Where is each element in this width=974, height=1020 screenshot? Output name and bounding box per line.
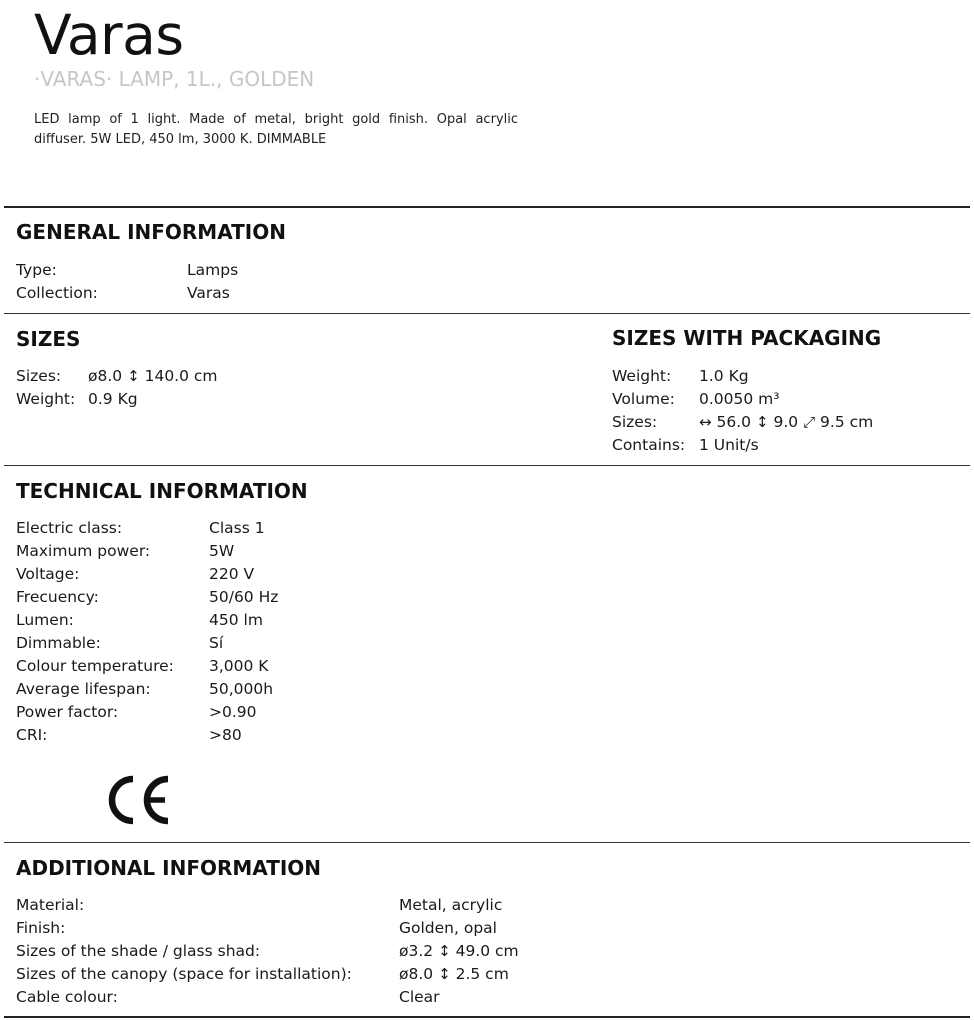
power-factor-value: >0.90 [209,703,257,721]
type-label: Type: [16,261,57,279]
info-row [0,655,974,678]
section-divider [4,1016,970,1018]
collection-label: Collection: [16,284,98,302]
canopy-diameter-value: ø8.0 [399,965,434,983]
info-row [0,434,974,457]
type-value: Lamps [187,261,239,279]
info-row [0,586,974,609]
canopy-height-value: 2.5 cm [455,965,509,983]
voltage-label: Voltage: [16,565,80,583]
info-row [0,632,974,655]
height-arrow-icon: ↕ [438,965,451,983]
info-row [0,259,974,282]
voltage-value: 220 V [209,565,255,583]
info-row [0,986,974,1009]
lumen-value: 450 lm [209,611,263,629]
sizes-heading: SIZES [16,327,81,351]
sizes-label: Sizes: [16,367,62,385]
maximum-power-value: 5W [209,542,235,560]
depth-arrow-icon: ⤢ [803,413,816,431]
section-divider [4,842,970,843]
package-sizes-label: Sizes: [612,413,658,431]
material-label: Material: [16,896,85,914]
diameter-value: ø8.0 [88,367,123,385]
package-contains-value: 1 Unit/s [699,436,759,454]
collection-value: Varas [187,284,230,302]
package-contains-label: Contains: [612,436,686,454]
material-value: Metal, acrylic [399,896,503,914]
section-divider [4,313,970,314]
product-description: LED lamp of 1 light. Made of metal, bright gold finish. Opal acrylic diffuser. 5W LED, 450 lm, 3000 K. DIMMABLE [34,112,518,147]
cable-colour-value: Clear [399,988,440,1006]
info-row [0,282,974,305]
shade-height-value: 49.0 cm [455,942,519,960]
info-row [0,963,974,986]
maximum-power-label: Maximum power: [16,542,151,560]
height-arrow-icon: ↕ [127,367,140,385]
average-lifespan-value: 50,000h [209,680,274,698]
general-information-heading: GENERAL INFORMATION [16,220,286,244]
height-arrow-icon: ↕ [755,413,769,431]
package-height-value: 9.0 [773,413,799,431]
info-row [0,365,974,388]
lumen-label: Lumen: [16,611,74,629]
frequency-label: Frecuency: [16,588,99,606]
dimmable-label: Dimmable: [16,634,101,652]
power-factor-label: Power factor: [16,703,119,721]
cri-value: >80 [209,726,242,744]
ce-mark-icon [104,772,172,828]
package-depth-value: 9.5 cm [820,413,874,431]
info-row [0,940,974,963]
shade-size-label: Sizes of the shade / glass shad: [16,942,261,960]
info-row [0,894,974,917]
section-divider [4,465,970,466]
canopy-size-label: Sizes of the canopy (space for installation): [16,965,352,983]
package-weight-label: Weight: [612,367,672,385]
width-arrow-icon: ↔ [699,413,712,431]
product-subtitle: ·VARAS· LAMP, 1L., GOLDEN [34,67,315,91]
frequency-value: 50/60 Hz [209,588,279,606]
dimmable-value: Sí [209,634,224,652]
additional-information-heading: ADDITIONAL INFORMATION [16,856,322,880]
cable-colour-label: Cable colour: [16,988,118,1006]
colour-temperature-label: Colour temperature: [16,657,174,675]
info-row [0,517,974,540]
info-row [0,411,974,434]
package-volume-value: 0.0050 m³ [699,390,780,408]
package-weight-value: 1.0 Kg [699,367,749,385]
weight-value: 0.9 Kg [88,390,138,408]
packaging-heading: SIZES WITH PACKAGING [612,326,882,350]
height-arrow-icon: ↕ [438,942,451,960]
info-row [0,609,974,632]
info-row [0,724,974,747]
average-lifespan-label: Average lifespan: [16,680,151,698]
finish-label: Finish: [16,919,66,937]
weight-label: Weight: [16,390,76,408]
info-row [0,917,974,940]
finish-value: Golden, opal [399,919,497,937]
electric-class-label: Electric class: [16,519,123,537]
info-row [0,540,974,563]
info-row [0,563,974,586]
section-divider [4,206,970,208]
package-volume-label: Volume: [612,390,675,408]
package-width-value: 56.0 [716,413,752,431]
cri-label: CRI: [16,726,48,744]
info-row [0,701,974,724]
shade-diameter-value: ø3.2 [399,942,434,960]
electric-class-value: Class 1 [209,519,265,537]
info-row [0,678,974,701]
height-value: 140.0 cm [144,367,218,385]
technical-information-heading: TECHNICAL INFORMATION [16,479,308,503]
colour-temperature-value: 3,000 K [209,657,269,675]
product-title: Varas [34,3,184,67]
info-row [0,388,974,411]
